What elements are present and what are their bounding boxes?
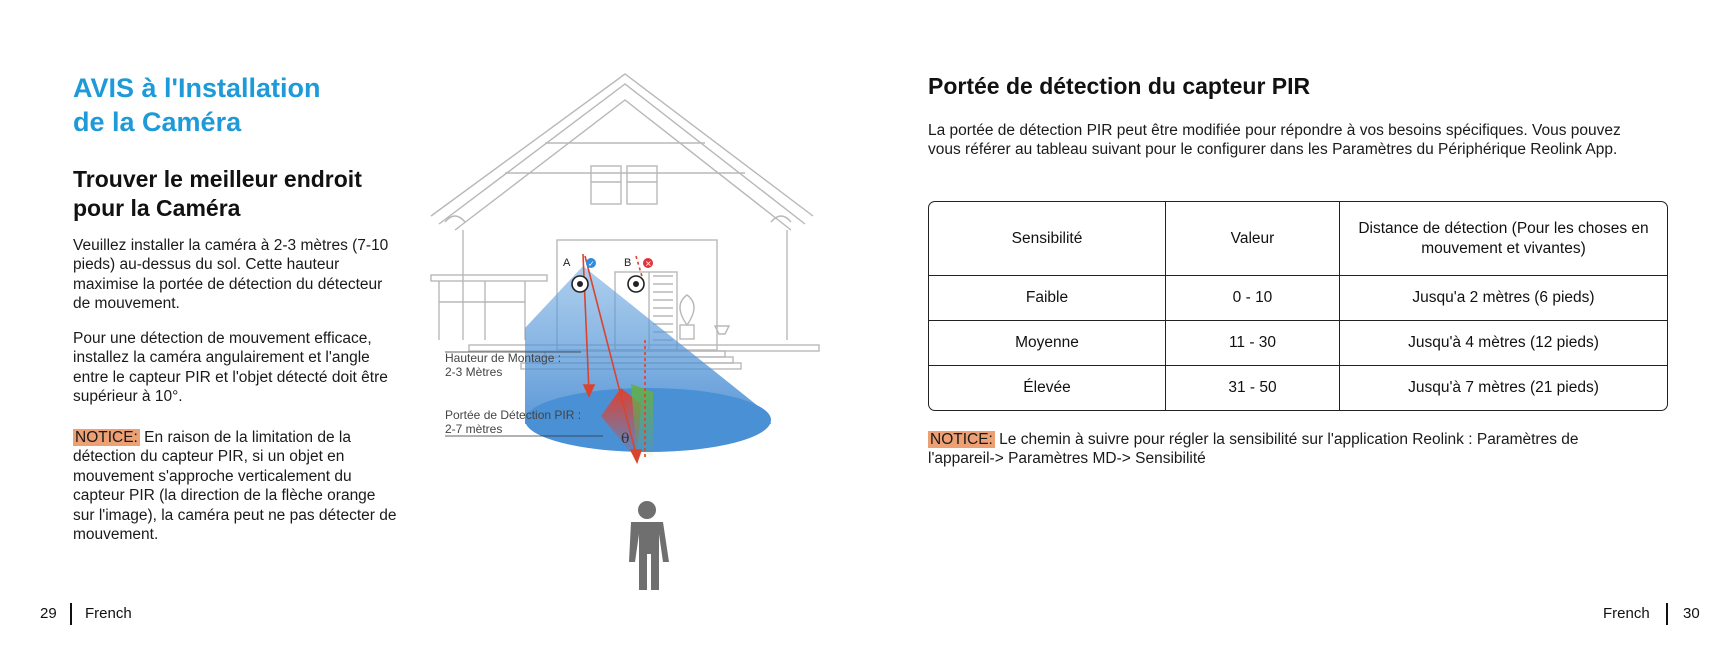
mount-height-label-line1: Hauteur de Montage : <box>445 351 562 365</box>
table-row <box>929 276 1667 321</box>
notice-text: Le chemin à suivre pour régler la sensibilité sur l'application Reolink : Paramètres de l'appareil-> Paramètres MD-> Sensibilité <box>928 431 1579 468</box>
table-row <box>929 366 1667 410</box>
camera-installation-diagram <box>425 70 820 590</box>
right-notice-paragraph <box>928 430 1648 469</box>
right-language-label: French <box>1603 605 1650 622</box>
page-heading-line1: AVIS à l'Installation <box>73 73 321 103</box>
table-cell-sensitivity: Moyenne <box>929 321 1166 366</box>
install-height-paragraph: Veuillez installer la caméra à 2-3 mètres (7-10 pieds) au-dessus du sol. Cette hauteur maximise la portée de détection du détecteur de mouvement. <box>73 237 389 313</box>
table-cell-value: 11 - 30 <box>1166 321 1340 366</box>
mount-height-label <box>445 351 561 379</box>
right-page-number: 30 <box>1683 605 1700 622</box>
table-cell-value: 31 - 50 <box>1166 366 1340 410</box>
left-page-number: 29 <box>40 605 57 622</box>
table-cell-distance: Jusqu'a 2 mètres (6 pieds) <box>1340 276 1667 321</box>
person-silhouette <box>629 501 669 590</box>
table-cell-sensitivity: Élevée <box>929 366 1166 410</box>
section-subtitle <box>73 165 362 223</box>
camera-b-label: B <box>624 257 632 269</box>
install-angle-paragraph: Pour une détection de mouvement efficace, installez la caméra angulairement et l'angle entre le capteur PIR et l'objet détecté doit être supérieur à 10°. <box>73 330 388 406</box>
table-row <box>929 321 1667 366</box>
camera-a-label: A <box>563 257 571 269</box>
pir-sensitivity-table <box>928 201 1668 411</box>
notice-label: NOTICE: <box>75 429 138 446</box>
pir-intro-paragraph: La portée de détection PIR peut être modifiée pour répondre à vos besoins spécifiques. Vous pouvez vous référer au tableau suivant pour le configurer dans les Paramètres du Périphérique Reolink App. <box>928 122 1621 159</box>
notice-label: NOTICE: <box>930 431 993 448</box>
pir-range-label <box>445 408 581 436</box>
table-header-value: Valeur <box>1166 202 1340 276</box>
camera-b-cross-mark: ✕ <box>645 259 652 269</box>
table-cell-distance: Jusqu'à 4 mètres (12 pieds) <box>1340 321 1667 366</box>
notice-text: En raison de la limitation de la détection du capteur PIR, si un objet en mouvement s'approche verticalement du capteur PIR (la direction de la flèche orange sur l'image), la caméra peut ne pas détecter de mouvement. <box>73 429 397 544</box>
table-header-distance: Distance de détection (Pour les choses en mouvement et vivantes) <box>1340 202 1667 276</box>
footer-divider <box>1666 603 1668 625</box>
footer-divider <box>70 603 72 625</box>
camera-a-check-mark: ✓ <box>588 259 595 269</box>
subtitle-line1: Trouver le meilleur endroit <box>73 166 362 192</box>
table-header-row <box>929 202 1667 276</box>
table-cell-value: 0 - 10 <box>1166 276 1340 321</box>
subtitle-line2: pour la Caméra <box>73 195 241 221</box>
page-heading <box>73 71 320 139</box>
pir-range-label-line1: Portée de Détection PIR : <box>445 408 582 422</box>
pir-range-label-line2: 2-7 mètres <box>445 422 503 436</box>
page-heading-line2: de la Caméra <box>73 107 242 137</box>
left-language-label: French <box>85 605 132 622</box>
table-header-sensitivity: Sensibilité <box>929 202 1166 276</box>
notice-paragraph <box>73 428 398 544</box>
mount-height-label-line2: 2-3 Mètres <box>445 365 503 379</box>
table-cell-sensitivity: Faible <box>929 276 1166 321</box>
pir-range-title: Portée de détection du capteur PIR <box>928 73 1311 99</box>
angle-theta-label: θ <box>621 431 630 447</box>
table-cell-distance: Jusqu'à 7 mètres (21 pieds) <box>1408 379 1599 396</box>
